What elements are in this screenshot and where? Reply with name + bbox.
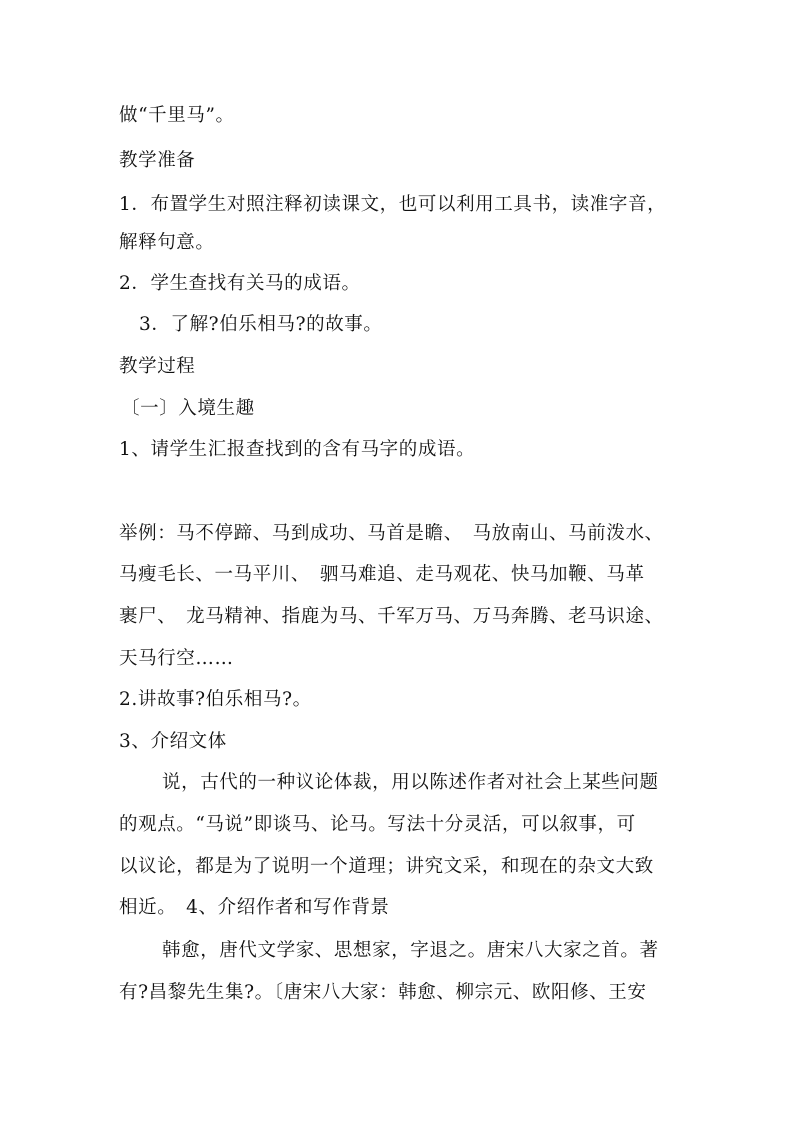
text-line-21: 有?昌黎先生集?。〔唐宋八大家：韩愈、柳宗元、欧阳修、王安 — [119, 982, 647, 1003]
text-line-14: 2.讲故事?伯乐相马?。 — [119, 689, 312, 710]
text-line-13: 天马行空…… — [119, 648, 234, 669]
text-line-9: 1、请学生汇报查找到的含有马字的成语。 — [119, 439, 476, 460]
text-line-17: 的观点。“马说”即谈马、论马。写法十分灵活，可以叙事，可 — [119, 814, 636, 835]
text-line-15: 3、介绍文体 — [119, 731, 227, 752]
text-line-6: 3．了解?伯乐相马?的故事。 — [139, 314, 383, 335]
text-line-5: 2．学生查找有关马的成语。 — [119, 273, 361, 294]
text-line-3: 1．布置学生对照注释初读课文，也可以利用工具书，读准字音， — [119, 194, 667, 215]
text-line-1: 做“千里马”。 — [119, 105, 235, 126]
text-line-18: 以议论，都是为了说明一个道理；讲究文采，和现在的杂文大致 — [119, 856, 654, 877]
text-line-20: 韩愈，唐代文学家、思想家，字退之。唐宋八大家之首。著 — [162, 940, 659, 961]
text-line-4: 解释句意。 — [119, 232, 215, 253]
section-heading-teaching-prep: 教学准备 — [119, 150, 196, 171]
text-line-12: 裹尸、 龙马精神、指鹿为马、千军万马、万马奔腾、老马识途、 — [119, 606, 664, 627]
section-heading-teaching-process: 教学过程 — [119, 356, 196, 377]
text-line-19: 相近。 4、介绍作者和写作背景 — [119, 897, 390, 918]
text-line-16: 说，古代的一种议论体裁，用以陈述作者对社会上某些问题 — [162, 772, 659, 793]
text-line-11: 马瘦毛长、一马平川、 驷马难追、走马观花、快马加鞭、马革 — [119, 564, 645, 585]
subsection-heading: 〔一〕入境生趣 — [121, 398, 255, 419]
text-line-10: 举例：马不停蹄、马到成功、马首是瞻、 马放南山、马前泼水、 — [119, 523, 664, 544]
